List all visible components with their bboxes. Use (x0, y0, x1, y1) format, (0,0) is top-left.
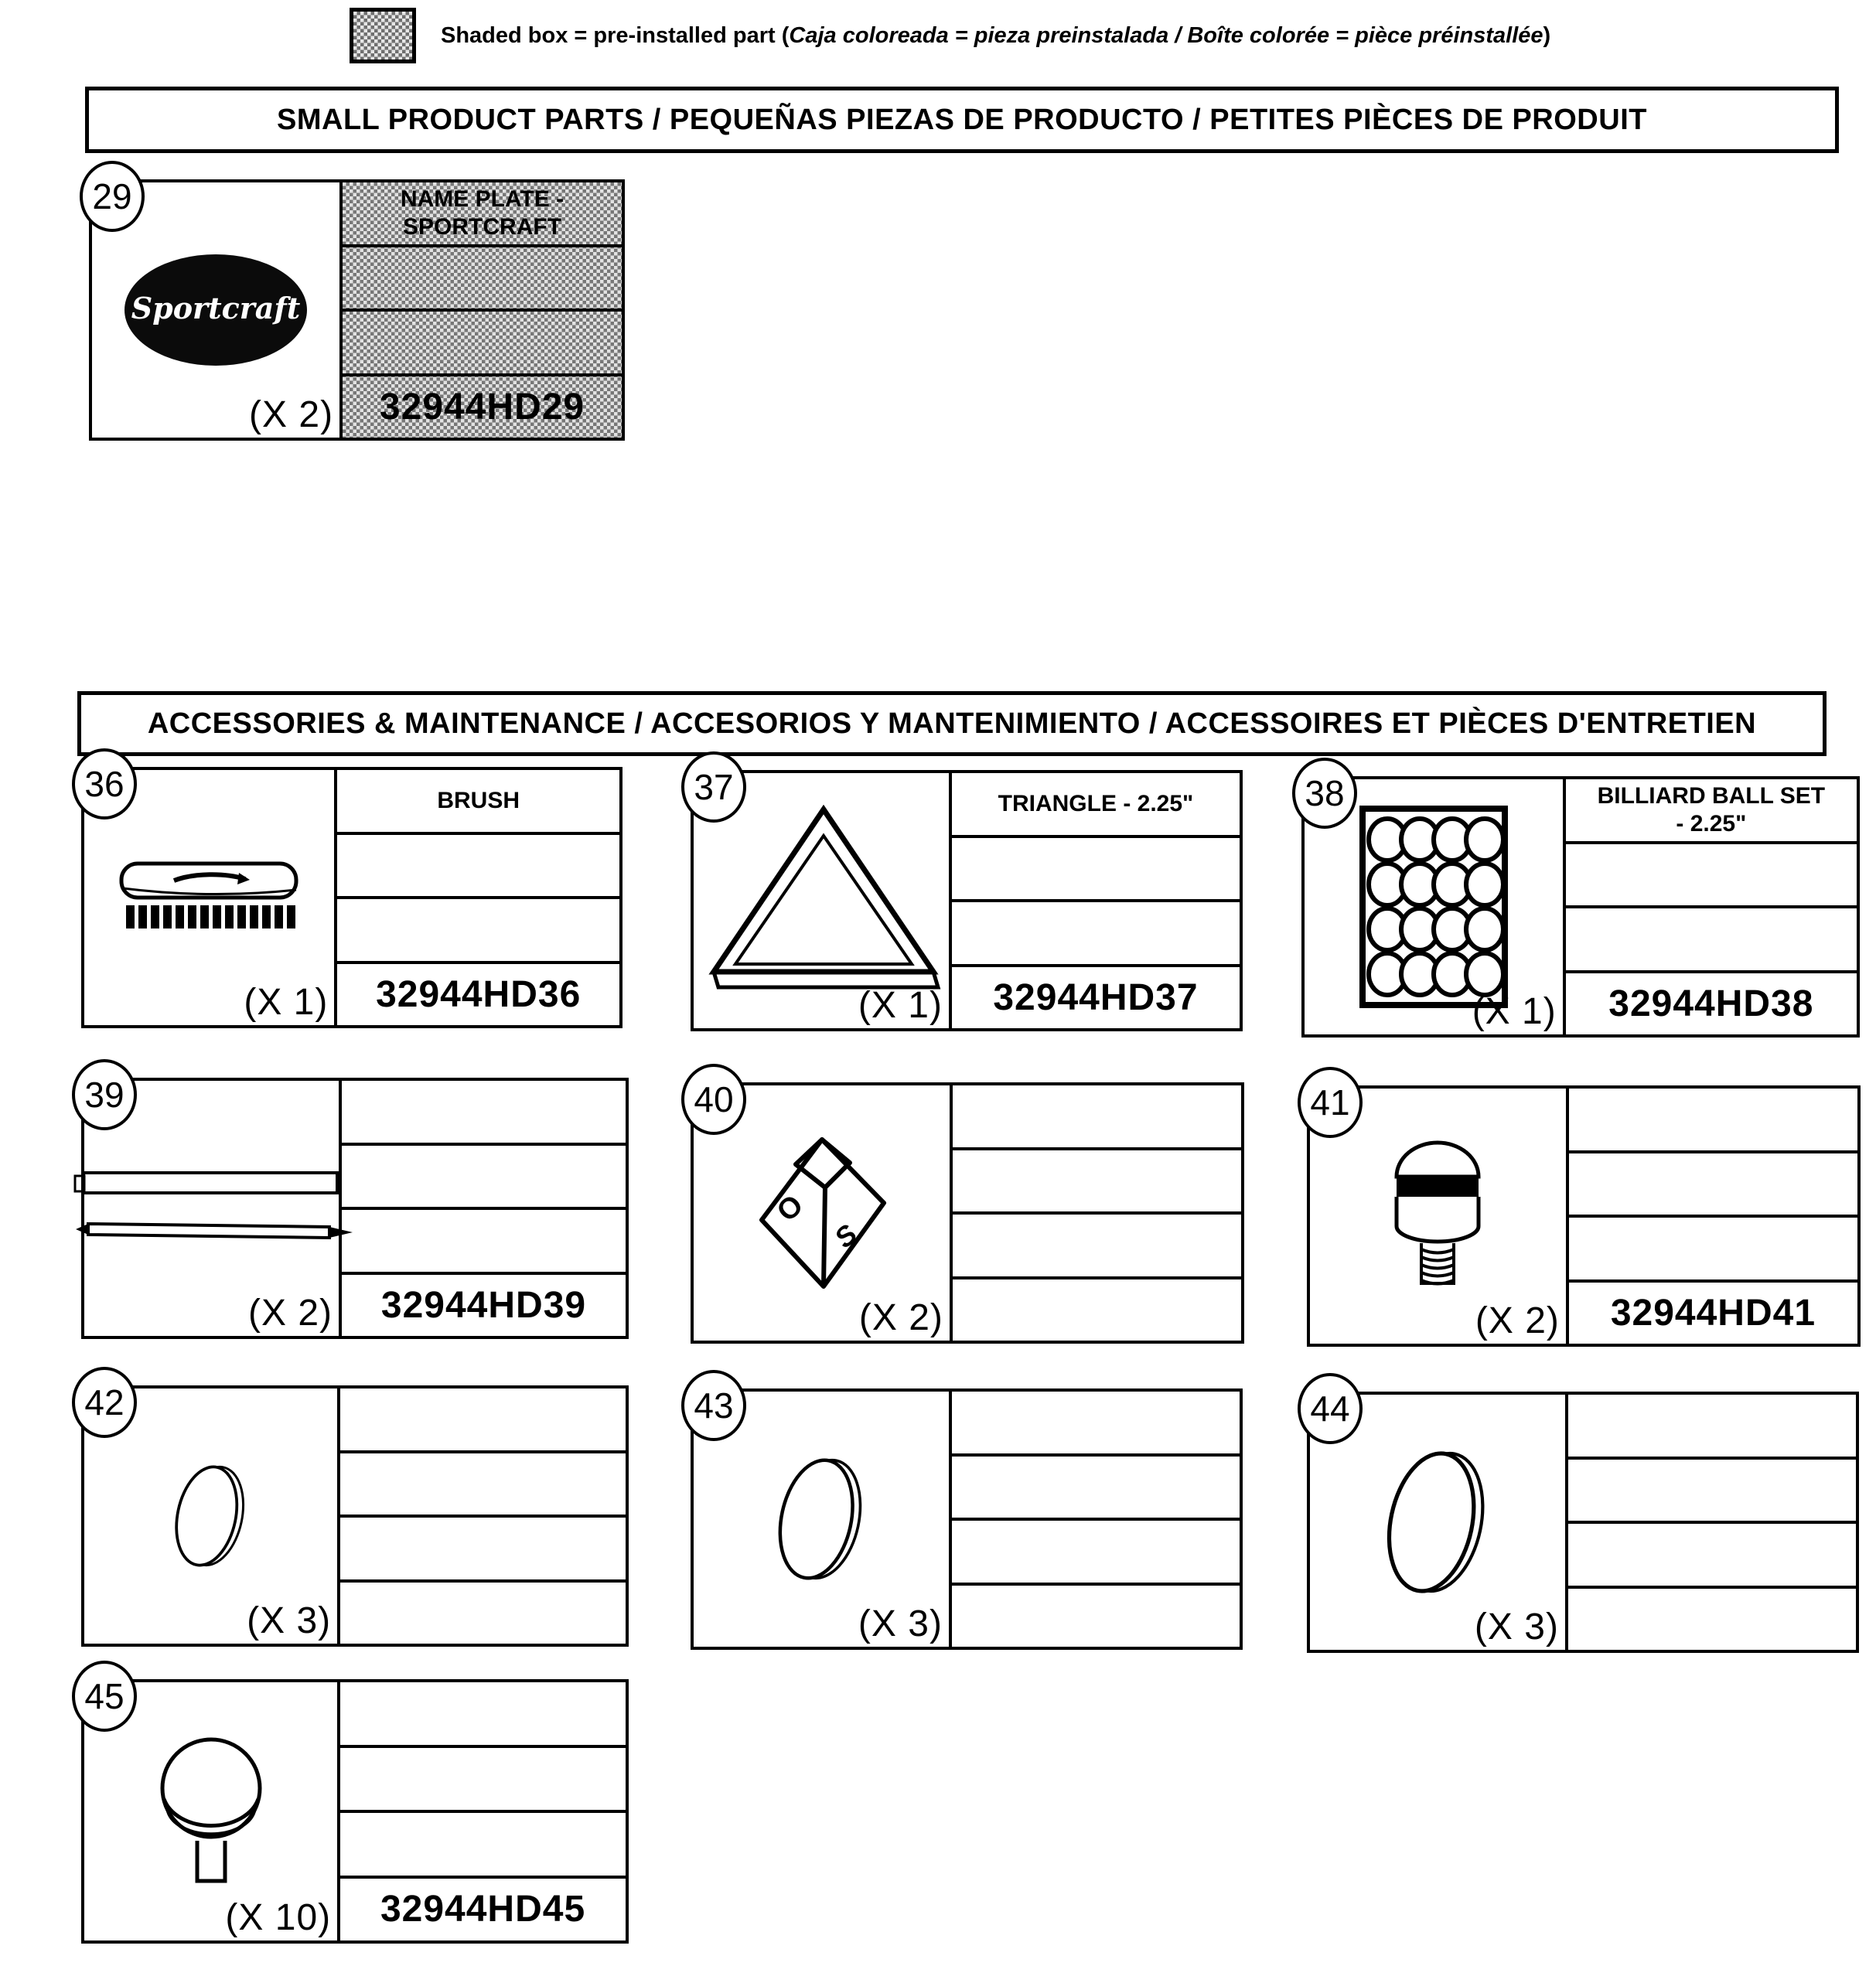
part-number-badge: 38 (1292, 758, 1357, 829)
part-quantity: (X 2) (249, 394, 334, 435)
part-title-line1: NAME PLATE - (400, 186, 565, 212)
oval-disc-large-icon (1380, 1441, 1494, 1603)
empty-spec-row (342, 1207, 626, 1272)
part-box-45 (81, 1676, 629, 1944)
empty-spec-row (953, 1147, 1241, 1212)
part-quantity: (X 3) (858, 1603, 943, 1644)
empty-spec-row (952, 1453, 1240, 1518)
sportcraft-nameplate-logo-icon (118, 249, 313, 371)
part-number-badge: 43 (681, 1370, 746, 1441)
cue-tip-bumper-icon (1372, 1127, 1503, 1305)
part-quantity: (X 1) (858, 985, 943, 1026)
part-number-badge: 44 (1298, 1373, 1363, 1444)
empty-spec-row (1568, 1457, 1856, 1521)
chalk-cube-icon (740, 1132, 902, 1294)
part-number-cell: 32944HD39 (342, 1272, 626, 1337)
part-box-44 (1307, 1388, 1859, 1653)
part-box-41 (1307, 1082, 1861, 1347)
part-info-cell (343, 182, 622, 438)
part-box-42 (81, 1382, 629, 1647)
svg-text:S: S (828, 1218, 864, 1254)
legend-text (441, 23, 1550, 49)
part-number-cell: 32944HD36 (337, 961, 619, 1026)
part-box-36 (81, 764, 622, 1028)
part-number-cell (1568, 1586, 1856, 1651)
oval-disc-medium-icon (773, 1450, 870, 1589)
part-quantity: (X 3) (1474, 1607, 1559, 1647)
part-number-badge: 41 (1298, 1067, 1363, 1138)
empty-spec-row (1568, 1521, 1856, 1586)
oval-disc-small-icon (170, 1458, 251, 1574)
part-number-badge: 45 (72, 1661, 137, 1732)
part-title (1566, 779, 1857, 841)
part-number-badge: 40 (681, 1064, 746, 1135)
part-title-line2: SPORTCRAFT (403, 213, 562, 240)
part-box-37 (691, 767, 1243, 1031)
part-number-badge: 42 (72, 1367, 137, 1438)
part-info-cell (953, 1085, 1241, 1341)
part-info-cell (337, 770, 619, 1025)
part-number-cell (340, 1579, 626, 1644)
empty-spec-row (1566, 905, 1857, 970)
part-number-cell: 32944HD41 (1569, 1279, 1857, 1344)
part-title (952, 1392, 1240, 1453)
part-title-line1: BRUSH (437, 787, 520, 813)
part-info-cell (952, 773, 1240, 1028)
legend (350, 8, 1550, 63)
empty-spec-row (340, 1745, 626, 1811)
part-box-29 (89, 176, 625, 441)
part-box-38 (1301, 773, 1860, 1038)
empty-spec-row (953, 1211, 1241, 1276)
cue-stick-halves-icon (65, 1162, 359, 1255)
part-number-cell (953, 1276, 1241, 1341)
part-number-badge: 39 (72, 1059, 137, 1130)
part-info-cell (340, 1682, 626, 1940)
section-header-small-product-parts: SMALL PRODUCT PARTS / PEQUEÑAS PIEZAS DE PRODUCTO / PETITES PIÈCES DE PRODUIT (85, 87, 1839, 153)
part-quantity: (X 10) (225, 1897, 332, 1938)
part-quantity: (X 2) (858, 1297, 943, 1338)
round-knob-icon (138, 1733, 285, 1891)
part-title (1569, 1089, 1857, 1150)
part-number-badge: 29 (80, 161, 145, 232)
empty-spec-row (952, 899, 1240, 964)
part-quantity: (X 1) (244, 982, 329, 1023)
part-info-cell (952, 1392, 1240, 1647)
empty-spec-row (340, 1450, 626, 1515)
part-box-40 (691, 1079, 1244, 1344)
part-info-cell (1566, 779, 1857, 1034)
part-title (340, 1388, 626, 1450)
empty-spec-row (343, 244, 622, 309)
part-title (953, 1085, 1241, 1147)
part-number-badge: 36 (72, 748, 137, 819)
legend-text-italic: Caja coloreada = pieza preinstalada / Boîte colorée = pièce préinstallée (789, 22, 1543, 48)
table-brush-icon (117, 859, 302, 936)
part-info-cell (1568, 1395, 1856, 1650)
part-title (952, 773, 1240, 835)
empty-spec-row (952, 835, 1240, 900)
part-number-cell: 32944HD45 (340, 1876, 626, 1941)
part-info-cell (1569, 1089, 1857, 1344)
billiard-ball-set-icon (1356, 802, 1511, 1011)
part-title (342, 1081, 626, 1143)
triangle-rack-icon (701, 800, 941, 1001)
part-quantity: (X 1) (1472, 991, 1557, 1032)
part-title (1568, 1395, 1856, 1457)
empty-spec-row (1566, 841, 1857, 906)
part-number-cell: 32944HD38 (1566, 970, 1857, 1035)
part-box-39 (81, 1075, 629, 1339)
part-title-line2: - 2.25" (1676, 810, 1747, 836)
section-header-accessories-maintenance: ACCESSORIES & MAINTENANCE / ACCESORIOS Y MANTENIMIENTO / ACCESSOIRES ET PIÈCES D'ENTRETIEN (77, 691, 1827, 756)
part-quantity: (X 2) (1475, 1300, 1560, 1341)
shaded-box-swatch-icon (350, 8, 416, 63)
legend-text-plain: Shaded box = pre-installed part ( (441, 22, 790, 48)
svg-text:O: O (771, 1188, 810, 1228)
empty-spec-row (342, 1143, 626, 1208)
part-number-cell (952, 1583, 1240, 1647)
empty-spec-row (337, 896, 619, 961)
empty-spec-row (1569, 1215, 1857, 1279)
legend-text-close: ) (1543, 22, 1551, 48)
svg-text:Sportcraft: Sportcraft (131, 291, 301, 325)
part-title (343, 182, 622, 244)
part-title (340, 1682, 626, 1745)
empty-spec-row (337, 832, 619, 897)
part-title (337, 770, 619, 832)
part-number-badge: 37 (681, 751, 746, 823)
empty-spec-row (1569, 1150, 1857, 1215)
part-quantity: (X 3) (247, 1600, 332, 1641)
empty-spec-row (952, 1518, 1240, 1583)
part-box-43 (691, 1385, 1243, 1650)
part-info-cell (340, 1388, 626, 1644)
empty-spec-row (343, 308, 622, 373)
part-number-cell: 32944HD37 (952, 964, 1240, 1029)
part-quantity: (X 2) (247, 1293, 333, 1334)
part-title-line1: BILLIARD BALL SET (1597, 782, 1826, 809)
part-title-line1: TRIANGLE - 2.25" (998, 790, 1194, 816)
part-info-cell (342, 1081, 626, 1336)
empty-spec-row (340, 1515, 626, 1579)
empty-spec-row (340, 1810, 626, 1876)
part-number-cell: 32944HD29 (343, 373, 622, 438)
